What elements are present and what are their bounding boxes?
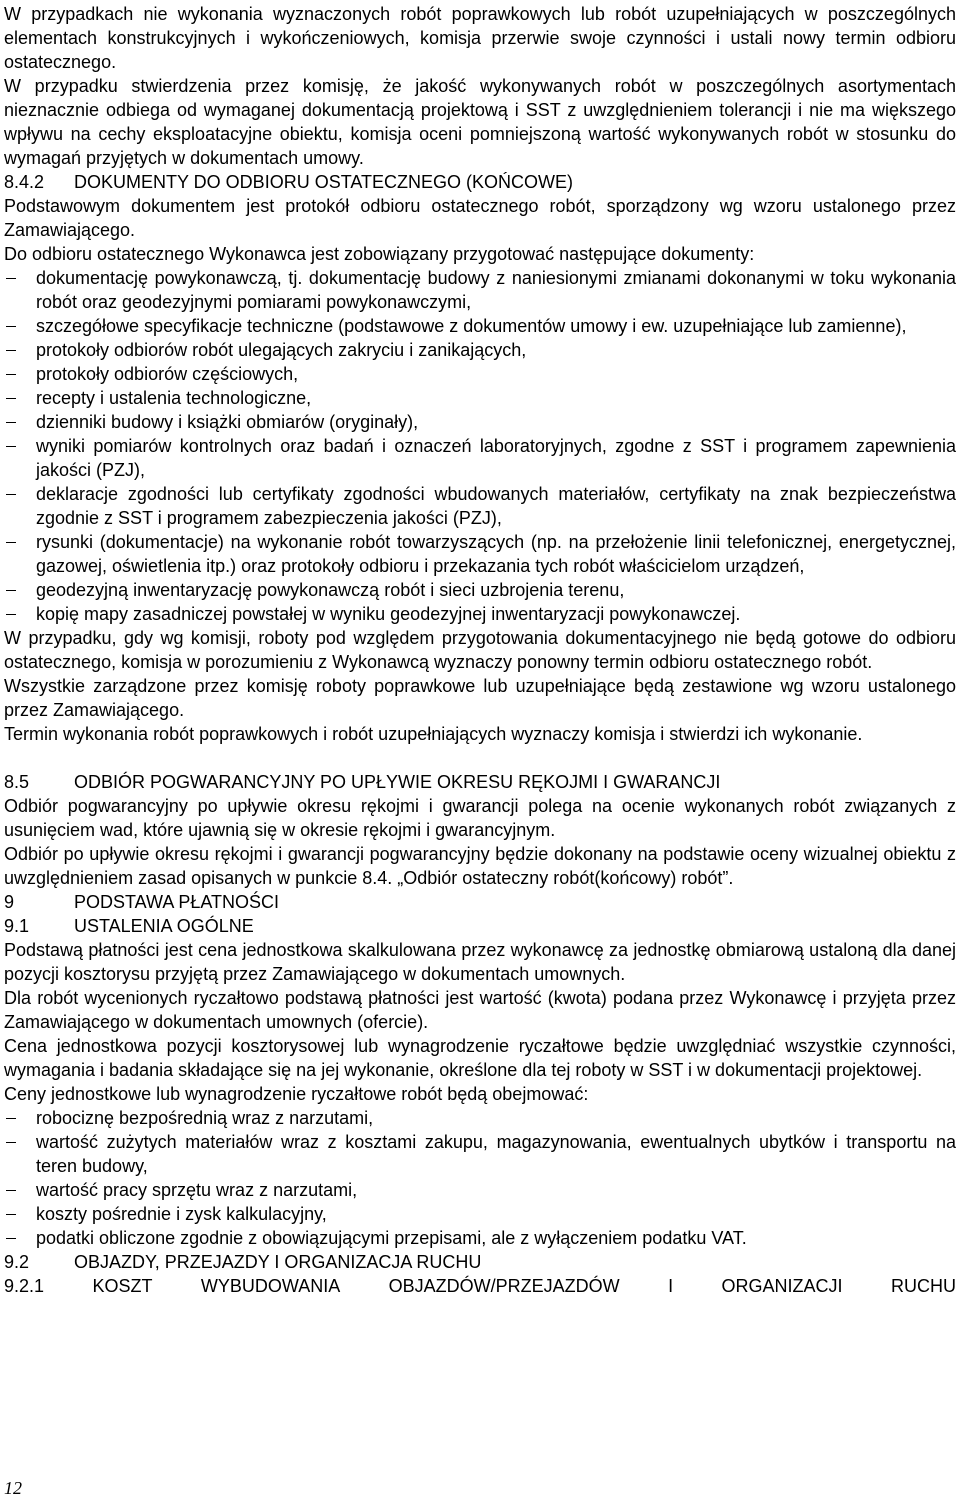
page-number: 12: [4, 1478, 22, 1498]
paragraph: Cena jednostkowa pozycji kosztorysowej lub wynagrodzenie ryczałtowe będzie uwzględniać wszystkie czynności, wymagania i badania składające się na jej wykonanie, określone dla tej roboty w SST i w dokumentacji projektowej.: [4, 1036, 956, 1080]
documents-list: [4, 266, 956, 626]
section-title-word: WYBUDOWANIA: [200, 1276, 341, 1296]
paragraph: Odbiór po upływie okresu rękojmi i gwarancji pogwarancyjny będzie dokonany na podstawie oceny wizualnej obiektu z uwzględnieniem zasad opisanych w punkcie 8.4. „Odbiór ostateczny robót(końcowy) robót”.: [4, 844, 956, 888]
paragraph: Podstawowym dokumentem jest protokół odbioru ostatecznego robót, sporządzony wg wzoru ustalonego przez Zamawiającego.: [4, 196, 956, 240]
section-number: 9.2.1: [4, 1276, 45, 1296]
list-item: dokumentację powykonawczą, tj. dokumentację budowy z naniesionymi zmianami dokonanymi w toku wykonania robót oraz geodezyjnymi pomiarami powykonawczymi,: [4, 266, 956, 314]
section-title: DOKUMENTY DO ODBIORU OSTATECZNEGO (KOŃCOWE): [74, 172, 574, 192]
section-number: 9.1: [4, 916, 30, 936]
list-item: wartość zużytych materiałów wraz z kosztami zakupu, magazynowania, ewentualnych ubytków i transportu na teren budowy,: [4, 1130, 956, 1178]
section-heading-8-4-2: [4, 170, 956, 194]
list-item: podatki obliczone zgodnie z obowiązującymi przepisami, ale z wyłączeniem podatku VAT.: [4, 1226, 956, 1250]
section-title-word: ORGANIZACJI: [721, 1276, 843, 1296]
list-item: koszty pośrednie i zysk kalkulacyjny,: [4, 1202, 956, 1226]
section-title: OBJAZDY, PRZEJAZDY I ORGANIZACJA RUCHU: [74, 1252, 482, 1272]
list-item: protokoły odbiorów częściowych,: [4, 362, 956, 386]
section-title-word: OBJAZDÓW/PRZEJAZDÓW: [388, 1276, 620, 1296]
section-title-word: I: [668, 1276, 674, 1296]
spacer: [4, 746, 956, 770]
paragraph: Dla robót wycenionych ryczałtowo podstawą płatności jest wartość (kwota) podana przez Wykonawcę i przyjęta przez Zamawiającego w dokumentach umownych (ofercie).: [4, 988, 956, 1032]
section-heading-9: [4, 890, 956, 914]
section-heading-9-1: [4, 914, 956, 938]
section-number: 8.4.2: [4, 172, 45, 192]
list-item: wyniki pomiarów kontrolnych oraz badań i oznaczeń laboratoryjnych, zgodne z SST i programem zapewnienia jakości (PZJ),: [4, 434, 956, 482]
list-item: deklaracje zgodności lub certyfikaty zgodności wbudowanych materiałów, certyfikaty na znak bezpieczeństwa zgodnie z SST i programem zabezpieczenia jakości (PZJ),: [4, 482, 956, 530]
paragraph: Odbiór pogwarancyjny po upływie okresu rękojmi i gwarancji polega na ocenie wykonanych robót związanych z usunięciem wad, które ujawnią się w okresie rękojmi i gwarancyjnym.: [4, 796, 956, 840]
list-item: robociznę bezpośrednią wraz z narzutami,: [4, 1106, 956, 1130]
paragraph: Ceny jednostkowe lub wynagrodzenie ryczałtowe robót będą obejmować:: [4, 1084, 589, 1104]
list-item: kopię mapy zasadniczej powstałej w wyniku geodezyjnej inwentaryzacji powykonawczej.: [4, 602, 956, 626]
section-heading-9-2: [4, 1250, 956, 1274]
paragraph-quality-deviation: W przypadku stwierdzenia przez komisję, że jakość wykonywanych robót w poszczególnych asortymentach nieznacznie odbiega od wymaganej dokumentacją projektową i SST z uwzględnieniem tolerancji i nie ma większego wpływu na cechy eksploatacyjne obiektu, komisja oceni pomniejszoną wartość wykonywanych robót w stosunku do wymagań przyjętych w dokumentach umowy.: [4, 76, 956, 168]
paragraph-correction-works: W przypadkach nie wykonania wyznaczonych robót poprawkowych lub robót uzupełniających w poszczególnych elementach konstrukcyjnych i wykończeniowych, komisja przerwie swoje czynności i ustali nowy termin odbioru ostatecznego.: [4, 4, 956, 72]
document-page: [4, 2, 956, 1298]
section-title-word: KOSZT: [92, 1276, 153, 1296]
price-components-list: [4, 1106, 956, 1250]
paragraph: Do odbioru ostatecznego Wykonawca jest zobowiązany przygotować następujące dokumenty:: [4, 244, 755, 264]
section-number: 8.5: [4, 772, 30, 792]
section-number: 9.2: [4, 1252, 30, 1272]
list-item: wartość pracy sprzętu wraz z narzutami,: [4, 1178, 956, 1202]
list-item: geodezyjną inwentaryzację powykonawczą robót i sieci uzbrojenia terenu,: [4, 578, 956, 602]
list-item: rysunki (dokumentacje) na wykonanie robót towarzyszących (np. na przełożenie linii telefonicznej, energetycznej, gazowej, oświetlenia itp.) oraz protokoły odbioru i przekazania tych robót właścicielom urządzeń,: [4, 530, 956, 578]
section-heading-9-2-1: [4, 1274, 956, 1298]
list-item: recepty i ustalenia technologiczne,: [4, 386, 956, 410]
section-title: ODBIÓR POGWARANCYJNY PO UPŁYWIE OKRESU RĘKOJMI I GWARANCJI: [74, 772, 721, 792]
list-item: dzienniki budowy i książki obmiarów (oryginały),: [4, 410, 956, 434]
list-item: szczegółowe specyfikacje techniczne (podstawowe z dokumentów umowy i ew. uzupełniające lub zamienne),: [4, 314, 956, 338]
section-heading-8-5: [4, 770, 956, 794]
paragraph: Wszystkie zarządzone przez komisję roboty poprawkowe lub uzupełniające będą zestawione wg wzoru ustalonego przez Zamawiającego.: [4, 676, 956, 720]
section-title: PODSTAWA PŁATNOŚCI: [74, 892, 280, 912]
paragraph: Termin wykonania robót poprawkowych i robót uzupełniających wyznaczy komisja i stwierdzi ich wykonanie.: [4, 724, 863, 744]
list-item: protokoły odbiorów robót ulegających zakryciu i zanikających,: [4, 338, 956, 362]
paragraph: W przypadku, gdy wg komisji, roboty pod względem przygotowania dokumentacyjnego nie będą gotowe do odbioru ostatecznego, komisja w porozumieniu z Wykonawcą wyznaczy ponowny termin odbioru ostatecznego robót.: [4, 628, 956, 672]
paragraph: Podstawą płatności jest cena jednostkowa skalkulowana przez wykonawcę za jednostkę obmiarową ustaloną dla danej pozycji kosztorysu przyjętą przez Zamawiającego w dokumentach umownych.: [4, 940, 956, 984]
section-title: USTALENIA OGÓLNE: [74, 916, 254, 936]
section-title-word: RUCHU: [890, 1276, 956, 1296]
section-number: 9: [4, 892, 15, 912]
